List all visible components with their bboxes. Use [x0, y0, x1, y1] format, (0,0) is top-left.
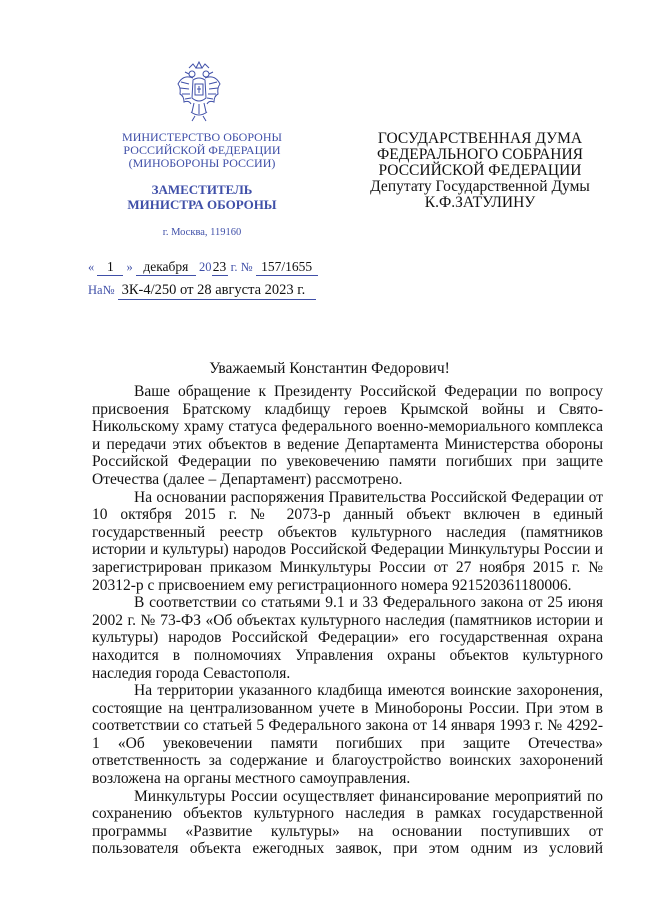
number-sign: № [240, 260, 253, 274]
ministry-line: (МИНОБОРОНЫ РОССИИ) [128, 156, 276, 170]
position-line: МИНИСТРА ОБОРОНЫ [127, 196, 277, 212]
position-line: ЗАМЕСТИТЕЛЬ [151, 182, 253, 197]
date-month: декабря [136, 259, 196, 276]
paragraph: Ваше обращение к Президенту Российской Федерации по вопросу присвоения Братскому кладбищу героев Крымской войны и Свято-Никольскому храму статуса федерального военно-мемориального комплекса и передачи этих объектов в ведение Департамента Министерства обороны Российской Федерации по увековечению памяти погибших при защите Отечества (далее – Департамент) рассмотрено. [92, 383, 603, 488]
reference-number [88, 282, 316, 300]
addressee-line: ГОСУДАРСТВЕННАЯ ДУМА [377, 130, 583, 147]
reference-prefix: На№ [88, 283, 115, 297]
year-prefix: 20 [199, 260, 212, 274]
reference-value: 3К-4/250 от 28 августа 2023 г. [118, 282, 316, 300]
greeting: Уважаемый Константин Федорович! [209, 360, 450, 377]
quote-open: « [88, 260, 95, 274]
ministry-line: РОССИЙСКОЙ ФЕДЕРАЦИИ [123, 143, 281, 157]
outgoing-number: 157/1655 [256, 259, 318, 276]
paragraph: В соответствии со статьями 9.1 и 33 Федерального закона от 25 июня 2002 г. № 73-ФЗ «Об объектах культурного наследия (памятников истории и культуры) народов Российской Федерации» его государственная охрана находится в полномочиях Управления охраны объектов культурного наследия города Севастополя. [92, 594, 603, 682]
paragraph: На основании распоряжения Правительства Российской Федерации от 10 октября 2015 г. № 2073-р данный объект включен в единый государственный реестр объектов культурного наследия (памятников истории и культуры) народов Российской Федерации Минкультуры России и зарегистрирован приказом Минкультуры России от 27 ноября 2015 г. № 20312-р с присвоением ему регистрационного номера 921520361180006. [92, 488, 603, 594]
city-index: г. Москва, 119160 [162, 227, 242, 238]
year-suffix: 23 [212, 259, 227, 274]
double-headed-eagle-icon [175, 58, 223, 124]
letter-body [92, 383, 603, 858]
addressee-line: К.Ф.ЗАТУЛИНУ [424, 194, 536, 211]
addressee-line: Депутату Государственной Думы [370, 178, 590, 195]
addressee-line: РОССИЙСКОЙ ФЕДЕРАЦИИ [378, 162, 582, 179]
date-day: 1 [97, 259, 123, 276]
addressee-line: ФЕДЕРАЛЬНОГО СОБРАНИЯ [376, 146, 584, 163]
outgoing-date-number [88, 259, 318, 276]
paragraph: Минкультуры России осуществляет финансирование мероприятий по сохранению объектов культурного наследия в рамках государственной программы «Развитие культуры» на основании поступивших от пользователя объекта ежегодных заявок, при этом одним из условий [92, 787, 603, 858]
addressee-block [360, 131, 600, 211]
paragraph: На территории указанного кладбища имеются воинские захоронения, состоящие на централизованном учете в Минобороны России. При этом в соответствии со статьей 5 Федерального закона от 14 января 1993 г. № 4292-1 «Об увековечении памяти погибших при защите Отечества» ответственность за содержание и благоустройство воинских захоронений возложена на органы местного самоуправления. [92, 682, 603, 788]
year-unit: г. [230, 260, 238, 274]
ministry-line: МИНИСТЕРСТВО ОБОРОНЫ [122, 130, 282, 144]
quote-close: » [126, 260, 133, 274]
